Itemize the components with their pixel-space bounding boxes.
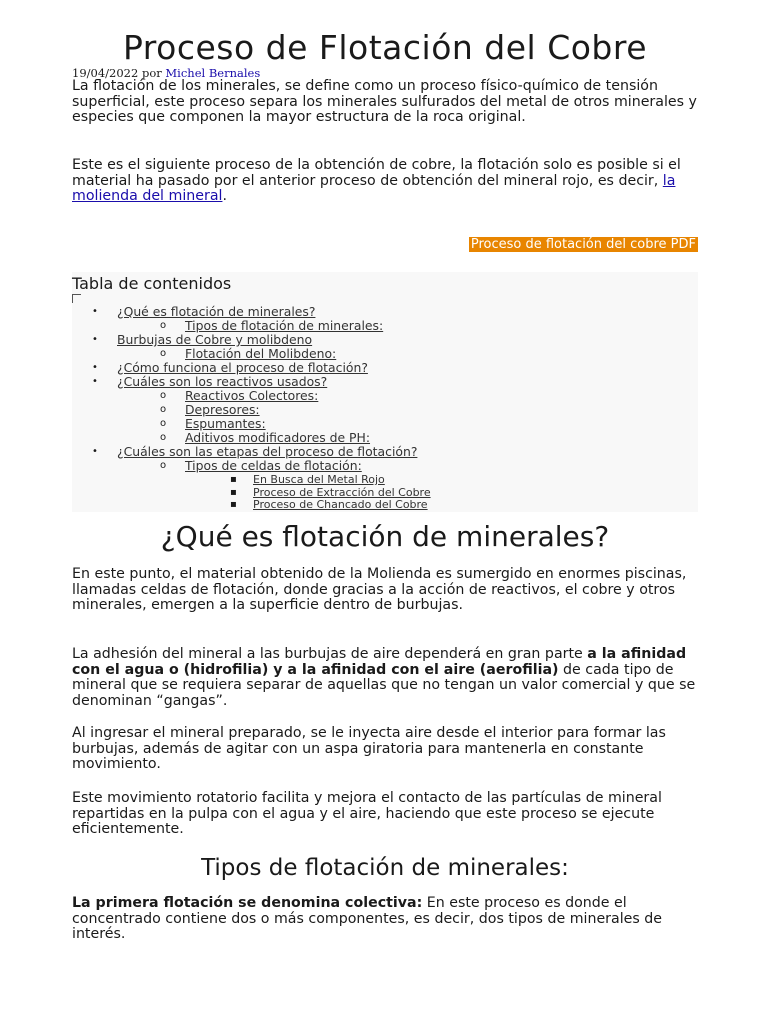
- toc-bullet-icon: o: [160, 460, 167, 471]
- section2-paragraph-1: [72, 896, 698, 943]
- toc-item-label[interactable]: Reactivos Colectores:: [185, 388, 319, 403]
- toc-bullet-icon: o: [160, 320, 167, 331]
- toc-bullet-icon: ▪: [230, 486, 237, 498]
- intro-paragraph-2: [72, 158, 698, 205]
- p2-text: La adhesión del mineral a las burbujas de aire dependerá en gran parte: [72, 646, 588, 662]
- toc-item-label[interactable]: Tipos de celdas de flotación:: [185, 458, 362, 473]
- page-title: Proceso de Flotación del Cobre: [122, 28, 648, 67]
- toc-item-label[interactable]: ¿Qué es flotación de minerales?: [117, 304, 316, 319]
- toc-bullet-icon: •: [92, 306, 98, 317]
- toc-bullet-icon: o: [160, 404, 167, 415]
- toc-item-label[interactable]: Burbujas de Cobre y molibdeno: [117, 332, 313, 347]
- section1-paragraph-1: En este punto, el material obtenido de la Molienda es sumergido en enormes piscinas, llamadas celdas de flotación, donde gracias a la acción de reactivos, el cobre y otros minerales, emergen a la superficie dentro de burbujas.: [72, 566, 687, 613]
- intro2-text: Este es el siguiente proceso de la obtención de cobre, la flotación solo es posible si el material ha pasado por el anterior proceso de obtención del mineral rojo, es decir,: [72, 157, 681, 189]
- toc-bullet-icon: ▪: [230, 499, 237, 510]
- toc-item-label[interactable]: Tipos de flotación de minerales:: [185, 318, 384, 333]
- toc-item-label[interactable]: Depresores:: [185, 402, 260, 417]
- toc-bullet-icon: o: [160, 432, 167, 443]
- intro-paragraph-1: La flotación de los minerales, se define como un proceso físico-químico de tensión superficial, este proceso separa los minerales sulfurados del metal de otros minerales y especies que componen la mayor estructura de la roca original.: [72, 78, 697, 125]
- toc-bullet-icon: •: [92, 446, 98, 457]
- toc-bullet-icon: •: [92, 362, 98, 373]
- intro2-end: .: [222, 188, 227, 204]
- table-of-contents: [72, 272, 698, 512]
- toc-item-label[interactable]: Aditivos modificadores de PH:: [185, 430, 371, 445]
- toc-bullet-icon: o: [160, 348, 167, 359]
- section-heading-tipos: Tipos de flotación de minerales:: [201, 855, 569, 881]
- p2-end: de cada tipo de mineral que se requiera separar de aquellas que no tengan un valor comercial y que se denominan “gangas”.: [72, 661, 696, 709]
- toc-item-label[interactable]: Proceso de Chancado del Cobre: [253, 498, 428, 511]
- section-heading-que-es: ¿Qué es flotación de minerales?: [160, 520, 610, 553]
- toc-bullet-icon: •: [92, 334, 98, 345]
- molienda-link[interactable]: la molienda del mineral: [72, 172, 676, 204]
- section1-paragraph-2: [72, 647, 698, 709]
- post-by: por: [141, 66, 162, 80]
- section1-paragraph-4: Este movimiento rotatorio facilita y mejora el contacto de las partículas de mineral repartidas en la pulpa con el agua y el aire, haciendo que este proceso se ejecute eficientemente.: [72, 790, 662, 837]
- post-date: 19/04/2022: [72, 66, 139, 80]
- toc-item-label[interactable]: En Busca del Metal Rojo: [253, 473, 385, 486]
- toc-bullet-icon: o: [160, 390, 167, 401]
- toc-item-label[interactable]: ¿Cuáles son las etapas del proceso de flotación?: [117, 444, 418, 459]
- toc-title: Tabla de contenidos: [72, 274, 232, 293]
- section1-paragraph-3: Al ingresar el mineral preparado, se le inyecta aire desde el interior para formar las burbujas, además de agitar con un aspa giratoria para mantenerla en constante movimiento.: [72, 725, 666, 772]
- s2-text: En este proceso es donde el concentrado contiene dos o más componentes, es decir, dos tipos de minerales de interés.: [72, 895, 663, 942]
- toc-item-label[interactable]: Flotación del Molibdeno:: [185, 346, 337, 361]
- toc-item-label[interactable]: ¿Cuáles son los reactivos usados?: [117, 374, 328, 389]
- author-link[interactable]: Michel Bernales: [165, 66, 261, 80]
- toc-bullet-icon: ▪: [230, 474, 237, 485]
- s2-bold: La primera flotación se denomina colectiva:: [72, 895, 423, 911]
- toc-toggle-icon[interactable]: [72, 294, 81, 303]
- pdf-download-button[interactable]: Proceso de flotación del cobre PDF: [470, 237, 696, 252]
- toc-item-label[interactable]: ¿Cómo funciona el proceso de flotación?: [117, 360, 368, 375]
- toc-bullet-icon: o: [160, 418, 167, 429]
- toc-bullet-icon: •: [92, 376, 98, 387]
- toc-item-label[interactable]: Espumantes:: [185, 416, 266, 431]
- toc-item-label[interactable]: Proceso de Extracción del Cobre: [253, 485, 431, 499]
- p2-bold: a la afinidad con el agua o (hidrofilia) y a la afinidad con el aire (aerofilia): [72, 646, 687, 678]
